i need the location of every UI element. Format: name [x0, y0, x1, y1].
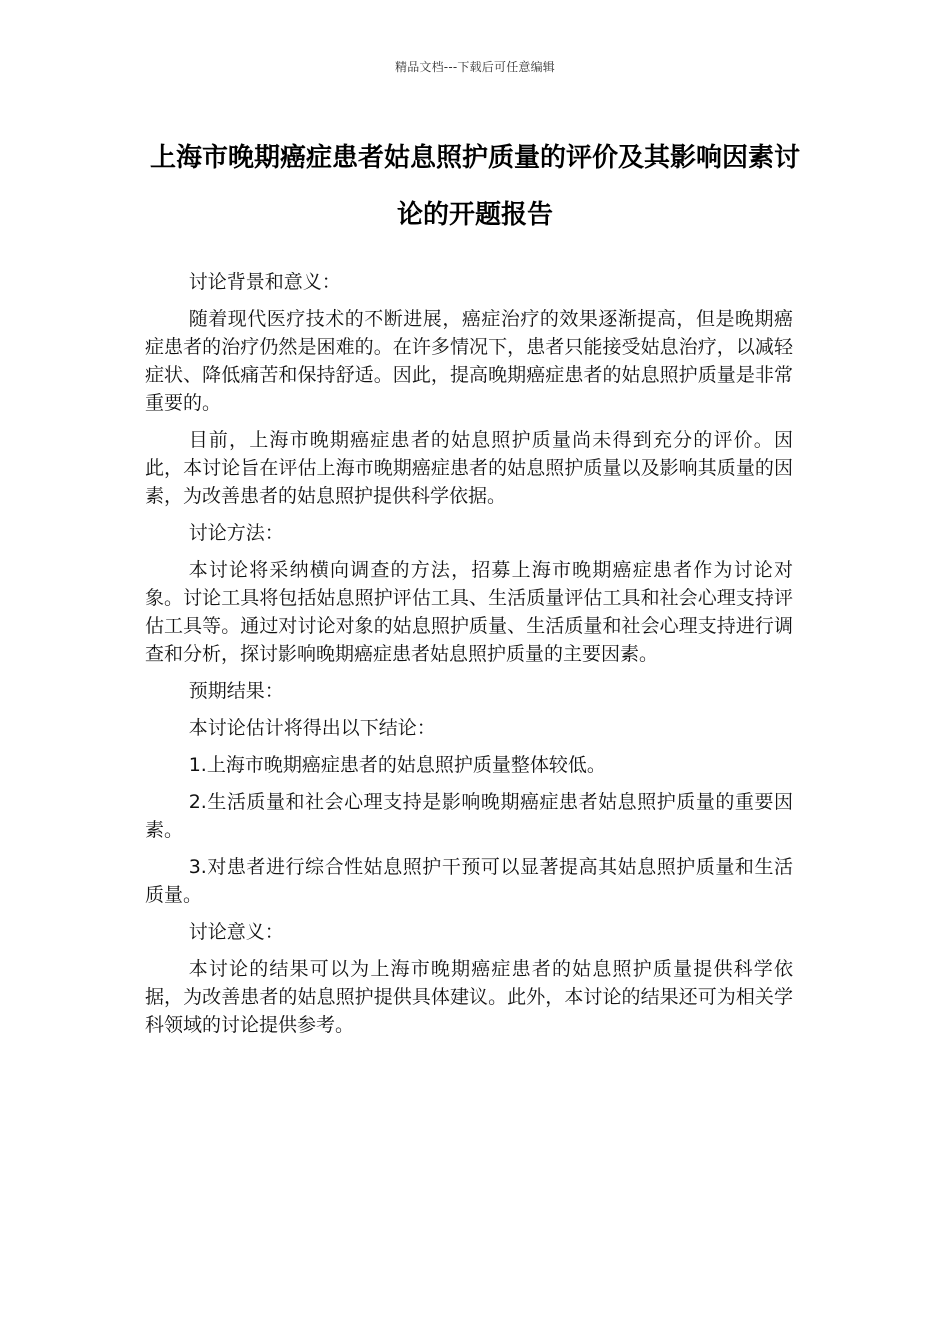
paragraph-expected-intro: 本讨论估计将得出以下结论： — [188, 717, 436, 739]
section-heading-expected-results: 预期结果： — [188, 680, 284, 702]
document-body — [145, 268, 793, 1048]
paragraph-background-2: 目前，上海市晚期癌症患者的姑息照护质量尚未得到充分的评价。因此，本讨论旨在评估上海市晚期癌症患者的姑息照护质量以及影响其质量的因素，为改善患者的姑息照护提供科学依据。 — [145, 429, 793, 507]
paragraph-background-1: 随着现代医疗技术的不断进展，癌症治疗的效果逐渐提高，但是晚期癌症患者的治疗仍然是困难的。在许多情况下，患者只能接受姑息治疗，以减轻症状、降低痛苦和保持舒适。因此，提高晚期癌症患者的姑息照护质量是非常重要的。 — [145, 308, 793, 414]
section-heading-background: 讨论背景和意义： — [188, 271, 341, 293]
expected-result-item-1: 1.上海市晚期癌症患者的姑息照护质量整体较低。 — [188, 754, 606, 776]
paragraph-methods: 本讨论将采纳横向调查的方法，招募上海市晚期癌症患者作为讨论对象。讨论工具将包括姑息照护评估工具、生活质量评估工具和社会心理支持评估工具等。通过对讨论对象的姑息照护质量、生活质量和社会心理支持进行调查和分析，探讨影响晚期癌症患者姑息照护质量的主要因素。 — [145, 559, 793, 665]
document-title: 上海市晚期癌症患者姑息照护质量的评价及其影响因素讨论的开题报告 — [149, 143, 800, 230]
expected-result-item-2: 2.生活质量和社会心理支持是影响晚期癌症患者姑息照护质量的重要因素。 — [145, 791, 793, 841]
section-heading-significance: 讨论意义： — [188, 921, 284, 943]
paragraph-significance: 本讨论的结果可以为上海市晚期癌症患者的姑息照护质量提供科学依据，为改善患者的姑息照护提供具体建议。此外，本讨论的结果还可为相关学科领域的讨论提供参考。 — [145, 958, 793, 1036]
expected-result-item-3: 3.对患者进行综合性姑息照护干预可以显著提高其姑息照护质量和生活质量。 — [145, 856, 793, 906]
header-note: 精品文档---下载后可任意编辑 — [395, 60, 555, 74]
section-heading-methods: 讨论方法： — [188, 522, 284, 544]
